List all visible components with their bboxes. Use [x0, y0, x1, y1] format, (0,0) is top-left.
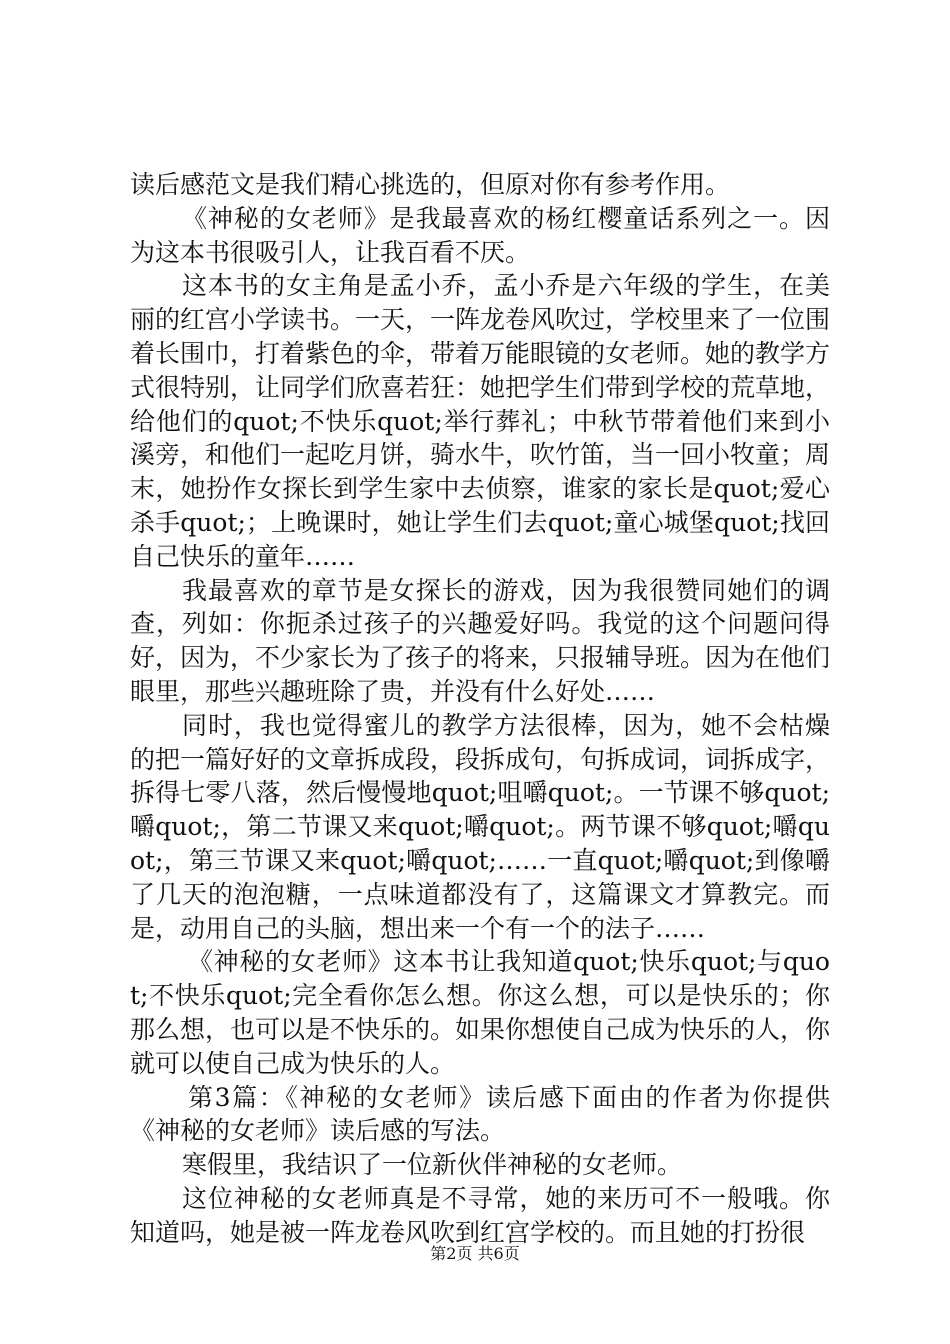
page-number-footer: 第2页 共6页 [430, 1244, 520, 1263]
paragraph-winter-break: 寒假里，我结识了一位新伙伴神秘的女老师。 [182, 1150, 683, 1180]
paragraph-mysterious-teacher: 这位神秘的女老师真是不寻常，她的来历可不一般哦。你知道吗，她是被一阵龙卷风吹到红宫学校的。而且她的打扮很 [130, 1183, 830, 1247]
body-text [130, 168, 830, 1250]
paragraph-plot-summary: 这本书的女主角是孟小乔，孟小乔是六年级的学生，在美丽的红宫小学读书。一天，一阵龙卷风吹过，学校里来了一位围着长围巾，打着紫色的伞，带着万能眼镜的女老师。她的教学方式很特别，让同学们欣喜若狂：她把学生们带到学校的荒草地，给他们的quot;不快乐quot;举行葬礼；中秋节带着他们来到小溪旁，和他们一起吃月饼，骑水牛，吹竹笛，当一回小牧童；周末，她扮作女探长到学生家中去侦察，谁家的家长是quot;爱心杀手quot;；上晚课时，她让学生们去quot;童心城堡quot;找回自己快乐的童年…… [130, 271, 831, 571]
paragraph-section-3-heading: 第3篇：《神秘的女老师》读后感下面由的作者为你提供《神秘的女老师》读后感的写法。 [130, 1082, 830, 1146]
paragraph-favorite-book: 《神秘的女老师》是我最喜欢的杨红樱童话系列之一。因为这本书很吸引人，让我百看不厌。 [130, 203, 830, 267]
paragraph-teaching-method: 同时，我也觉得蜜儿的教学方法很棒，因为，她不会枯燥的把一篇好好的文章拆成段，段拆成句，句拆成词，词拆成字，拆得七零八落，然后慢慢地quot;咀嚼quot;。一节课不够quot;嚼quot;，第二节课又来quot;嚼quot;。两节课不够quot;嚼quot;，第三节课又来quot;嚼quot;……一直quot;嚼quot;到像嚼了几天的泡泡糖，一点味道都没有了，这篇课文才算教完。而是，动用自己的头脑，想出来一个有一个的法子…… [130, 710, 831, 943]
paragraph-favorite-chapter: 我最喜欢的章节是女探长的游戏，因为我很赞同她们的调查，列如：你扼杀过孩子的兴趣爱好吗。我觉的这个问题问得好，因为，不少家长为了孩子的将来，只报辅导班。因为在他们眼里，那些兴趣班除了贵，并没有什么好处…… [130, 575, 831, 706]
paragraph-intro: 读后感范文是我们精心挑选的，但原对你有参考作用。 [130, 170, 731, 199]
paragraph-conclusion: 《神秘的女老师》这本书让我知道quot;快乐quot;与quot;不快乐quot;完全看你怎么想。你这么想，可以是快乐的；你那么想，也可以是不快乐的。如果你想使自己成为快乐的人，你就可以使自己成为快乐的人。 [130, 947, 831, 1078]
